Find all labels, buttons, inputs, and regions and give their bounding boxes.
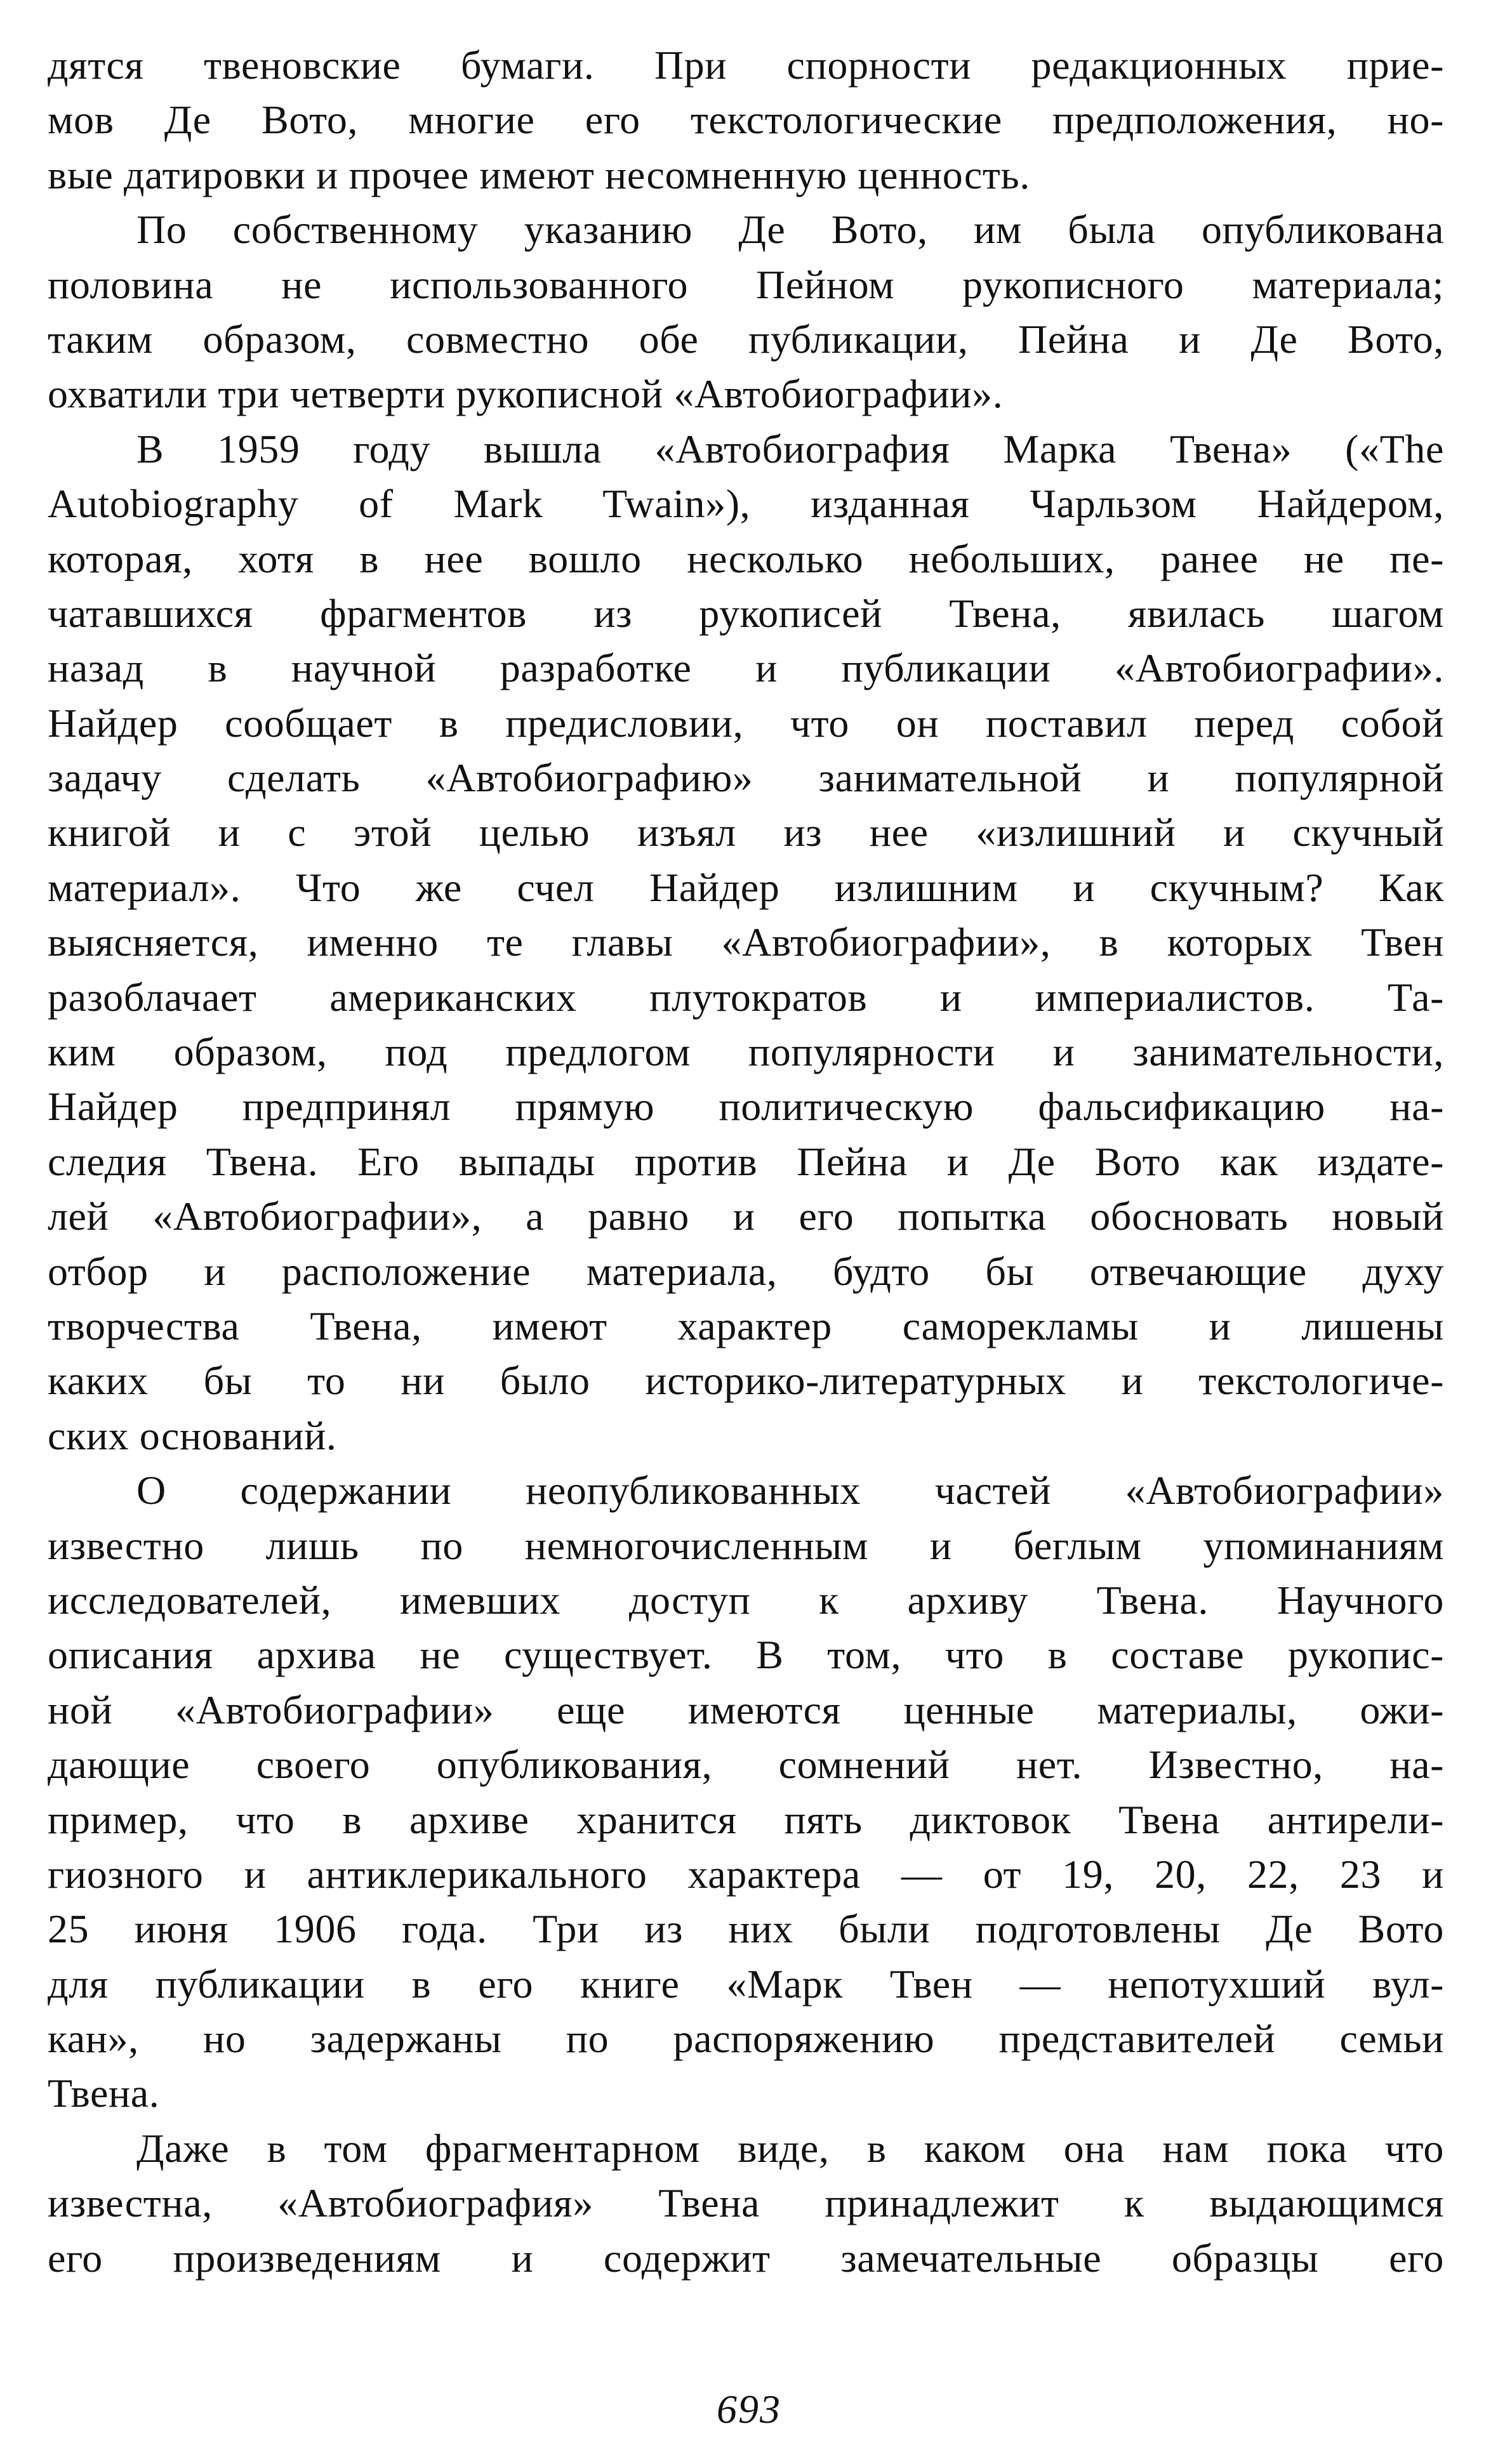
text-line: задачу сделать «Автобиографию» занимательной и популярной — [48, 755, 1444, 801]
paragraph — [48, 1463, 1444, 2121]
text-line: Даже в том фрагментарном виде, в каком она нам пока что — [136, 2125, 1444, 2171]
text-line: О содержании неопубликованных частей «Автобиографии» — [136, 1468, 1444, 1513]
text-line: ной «Автобиографии» еще имеются ценные материалы, ожи- — [48, 1687, 1444, 1732]
text-line: чатавшихся фрагментов из рукописей Твена, явилась шагом — [48, 590, 1444, 636]
page-number: 693 — [717, 2387, 781, 2432]
text-line: гиозного и антиклерикального характера — от 19, 20, 22, 23 и — [48, 1851, 1444, 1897]
text-line: книгой и с этой целью изъял из нее «излишний и скучный — [48, 810, 1444, 855]
text-line: назад в научной разработке и публикации «Автобиографии». — [48, 645, 1444, 691]
paragraph — [48, 422, 1444, 1463]
text-line: пример, что в архиве хранится пять диктовок Твена антирели- — [48, 1796, 1444, 1842]
text-line: По собственному указанию Де Вото, им была опубликована — [136, 207, 1444, 253]
text-line: известна, «Автобиография» Твена принадлежит к выдающимся — [48, 2180, 1444, 2226]
text-line: охватили три четверти рукописной «Автобиографии». — [48, 371, 1004, 417]
text-line: кан», но задержаны по распоряжению представителей семьи — [48, 2016, 1444, 2062]
text-line: В 1959 году вышла «Автобиография Марка Твена» («The — [136, 426, 1444, 471]
text-line: Autobiography of Mark Twain»), изданная Чарльзом Найдером, — [48, 481, 1444, 527]
text-line: известно лишь по немногочисленным и беглым упоминаниям — [48, 1522, 1444, 1568]
text-line: творчества Твена, имеют характер саморекламы и лишены — [48, 1303, 1444, 1348]
document-page — [48, 38, 1444, 2286]
text-line: отбор и расположение материала, будто бы отвечающие духу — [48, 1248, 1444, 1294]
paragraph — [48, 38, 1444, 202]
text-line: 25 июня 1906 года. Три из них были подготовлены Де Вото — [48, 1906, 1444, 1952]
text-line: вые датировки и прочее имеют несомненную ценность. — [48, 152, 1030, 197]
text-line: описания архива не существует. В том, что в составе рукопис- — [48, 1632, 1444, 1678]
text-line: половина не использованного Пейном рукописного материала; — [48, 261, 1444, 307]
text-line: ким образом, под предлогом популярности и занимательности, — [48, 1029, 1444, 1075]
text-line: для публикации в его книге «Марк Твен — непотухший вул- — [48, 1961, 1444, 2006]
text-line: следия Твена. Его выпады против Пейна и Де Вото как издате- — [48, 1138, 1444, 1184]
text-line: Найдер сообщает в предисловии, что он поставил перед собой — [48, 700, 1444, 746]
text-line: материал». Что же счел Найдер излишним и скучным? Как — [48, 864, 1444, 910]
text-line: исследователей, имевших доступ к архиву Твена. Научного — [48, 1577, 1444, 1623]
text-line: Найдер предпринял прямую политическую фальсификацию на- — [48, 1084, 1444, 1130]
text-line: которая, хотя в нее вошло несколько небольших, ранее не пе- — [48, 536, 1444, 581]
text-line: разоблачает американских плутократов и империалистов. Та- — [48, 974, 1444, 1020]
text-line: дающие своего опубликования, сомнений нет. Известно, на- — [48, 1742, 1444, 1788]
text-line: таким образом, совместно обе публикации, Пейна и Де Вото, — [48, 316, 1444, 362]
paragraph — [48, 202, 1444, 422]
paragraph — [48, 2121, 1444, 2286]
text-line: выясняется, именно те главы «Автобиографии», в которых Твен — [48, 919, 1444, 965]
text-line: каких бы то ни было историко-литературных и текстологиче- — [48, 1358, 1444, 1404]
text-line: лей «Автобиографии», а равно и его попытка обосновать новый — [48, 1194, 1444, 1239]
text-line: его произведениям и содержит замечательные образцы его — [48, 2235, 1444, 2281]
text-line: мов Де Вото, многие его текстологические предположения, но- — [48, 97, 1444, 143]
text-line: дятся твеновские бумаги. При спорности редакционных прие- — [48, 43, 1444, 88]
text-line: ских оснований. — [48, 1413, 337, 1458]
text-line: Твена. — [48, 2071, 160, 2116]
